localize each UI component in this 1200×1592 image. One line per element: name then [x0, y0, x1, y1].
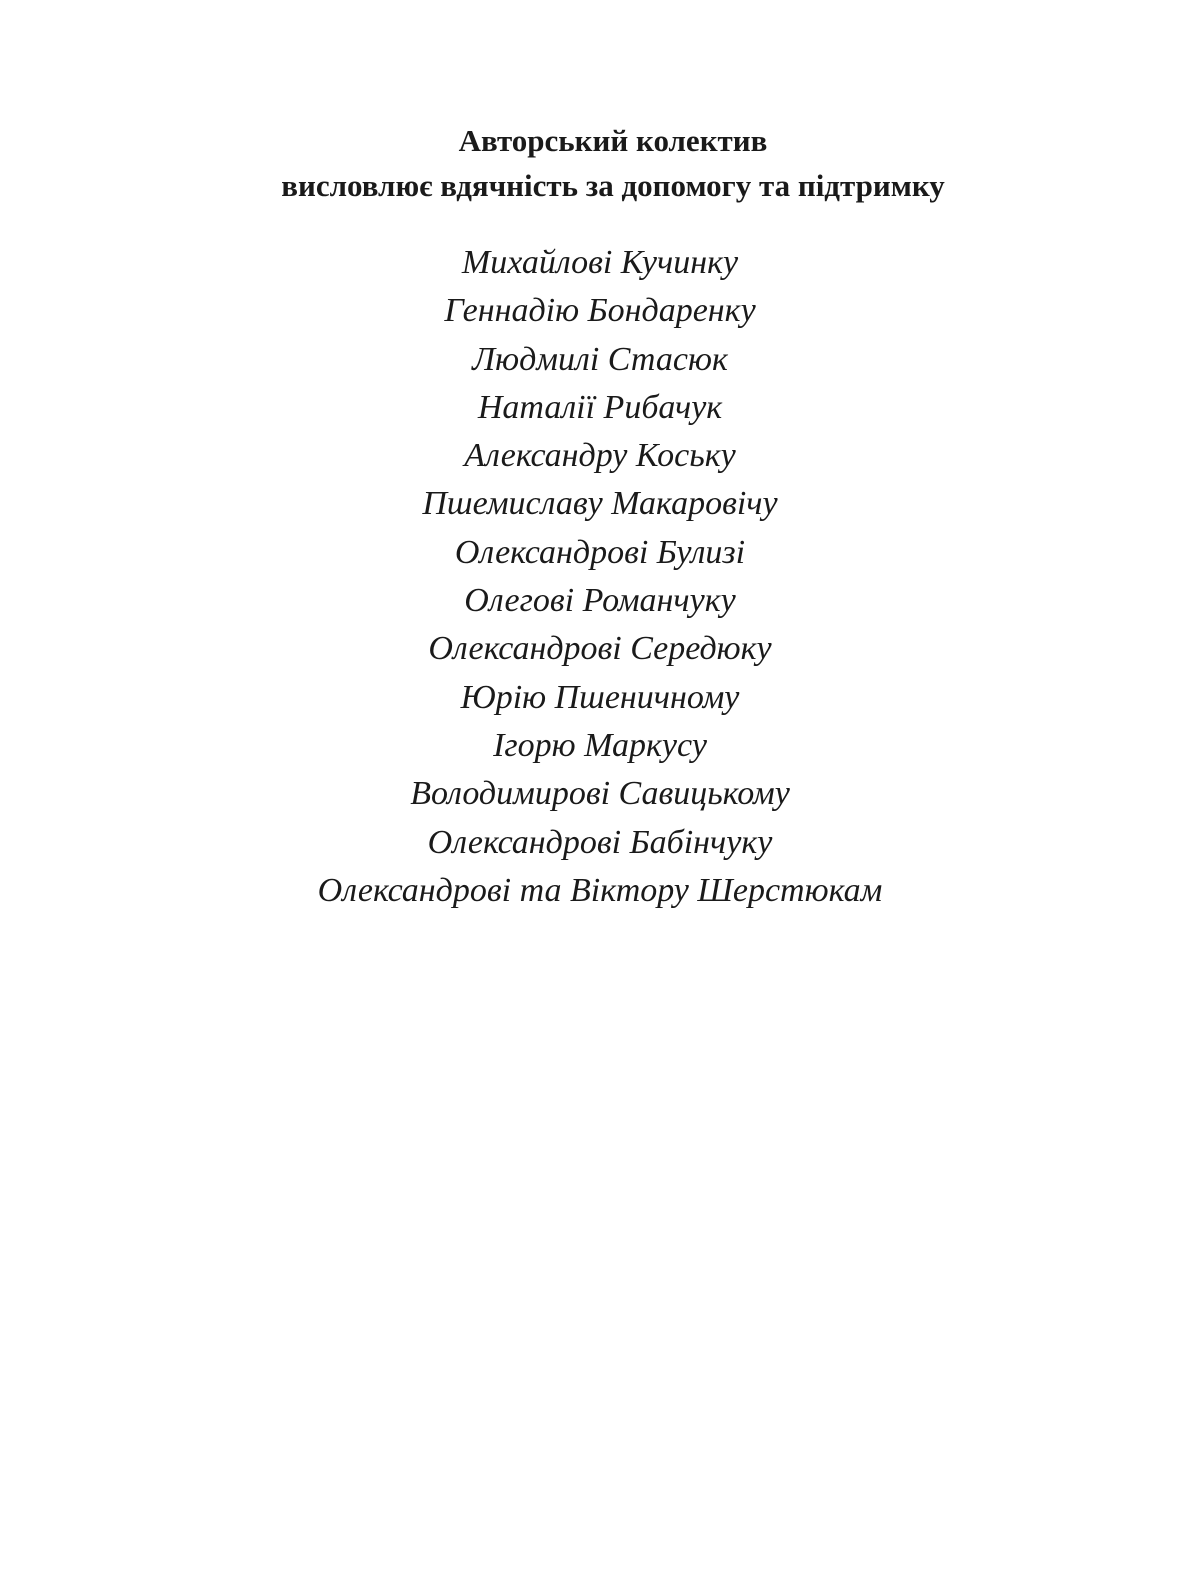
name-item: Юрію Пшеничному — [460, 678, 740, 716]
name-item: Михайлові Кучинку — [461, 244, 739, 281]
name-item: Олександрові Бабінчуку — [427, 823, 773, 861]
name-item: Ігорю Маркусу — [493, 726, 707, 764]
heading-line-2: висловлює вдячність за допомогу та підтримку — [281, 168, 945, 203]
name-item: Олегові Романчуку — [464, 582, 736, 620]
name-item: Пшемиславу Макаровічу — [422, 485, 778, 523]
name-item: Александру Коську — [464, 437, 736, 475]
name-item: Олександрові Середюку — [428, 630, 772, 668]
name-item: Олександрові та Віктору Шерстюкам — [317, 871, 883, 909]
names-list — [0, 239, 1200, 915]
name-item: Володимирові Савицькому — [410, 775, 790, 813]
name-item: Олександрові Булизі — [454, 533, 746, 571]
name-item: Геннадію Бондаренку — [444, 292, 756, 330]
heading-line-1: Авторський колектив — [458, 123, 768, 158]
name-item: Людмилі Стасюк — [472, 340, 728, 378]
name-item: Наталії Рибачук — [477, 388, 723, 426]
acknowledgement-heading — [0, 118, 1200, 208]
